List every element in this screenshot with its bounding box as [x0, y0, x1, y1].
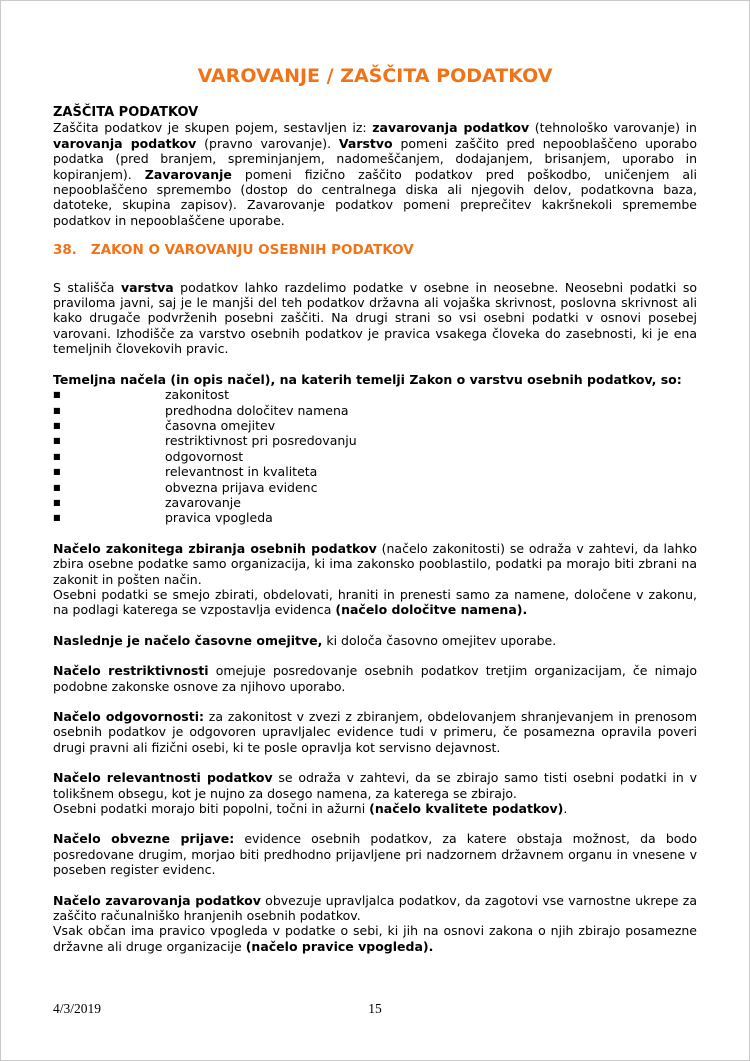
- text-segment: obvezuje upravljalca podatkov, da zagotovi vse varnostne ukrepe za zaščito računalniško hranjenih osebnih podatkov.: [53, 892, 698, 924]
- bullet-square-icon: ■: [53, 405, 61, 415]
- text-segment: omejuje posredovanje osebnih podatkov tretjim organizacijam, če nimajo podobne zakonske osnove za njihovo uporabo.: [53, 663, 697, 694]
- bullet-square-icon: ■: [53, 467, 61, 477]
- bullet-label: pravica vpogleda: [165, 510, 273, 526]
- list-item: [53, 433, 697, 448]
- text-segment: pomeni fizično zaščito podatkov pred poškodbo, uničenjem ali nepooblaščeno spremembo (dostop do centralnega diska ali njegovih delov, podatkovna baza, datoteke, skupina zapisov). Zavarovanje podatkov pomeni preprečitev kakršnekoli spremembe podatkov in nepooblaščene uporabe.: [53, 166, 698, 228]
- bullet-label: restriktivnost pri posredovanju: [165, 433, 357, 449]
- text-segment: Varstvo: [338, 135, 393, 151]
- text-segment: Načelo odgovornosti:: [53, 709, 204, 724]
- text-segment: .: [563, 801, 568, 817]
- bullet-label: odgovornost: [165, 448, 244, 464]
- text-segment: podatkov lahko razdelimo podatke v osebne in neosebne. Neosebni podatki so praviloma javni, saj je le manjši del teh podatkov državna ali vojaška skrivnost, poslovna skrivnost ali kako drugače podvrženih posebni zaščiti. Na drugi strani so vsi osebni podatki v osnovi posebej varovani. Izhodišče za varstvo osebnih podatkov je pravica vsakega človeka do zasebnosti, ki je ena temeljnih človekovih pravic.: [53, 279, 697, 357]
- text-segment: Vsak občan ima pravico vpogleda v podatke o sebi, ki jih na osnovi zakona o njih zbirajo posamezne državne ali druge organizacije: [53, 923, 697, 954]
- principles-intro: Temeljna načela (in opis načel), na katerih temelji Zakon o varstvu osebnih podatkov, so:: [53, 371, 682, 387]
- text-segment: Naslednje je načelo časovne omejitve,: [53, 632, 323, 648]
- text-segment: Načelo zavarovanja podatkov: [53, 892, 261, 908]
- list-item: [53, 464, 697, 479]
- page-footer: [53, 1001, 697, 1016]
- text-segment: Načelo restriktivnosti: [53, 663, 209, 679]
- bullet-square-icon: ■: [53, 482, 61, 492]
- text-segment: S stališča: [53, 279, 121, 295]
- list-item: [53, 510, 697, 525]
- text-segment: (načelo določitve namena).: [335, 602, 528, 618]
- bullet-label: predhodna določitev namena: [165, 402, 349, 418]
- bullet-square-icon: ■: [53, 513, 61, 523]
- footer-date: 4/3/2019: [53, 1001, 102, 1016]
- paragraph-zascita: [53, 120, 697, 228]
- bullet-square-icon: ■: [53, 390, 61, 400]
- bullet-label: obvezna prijava evidenc: [165, 479, 318, 495]
- paragraph-obvezna: [53, 831, 697, 877]
- text-segment: Zavarovanje: [144, 166, 232, 182]
- text-segment: evidence osebnih podatkov, za katere obstaja možnost, da bodo posredovane drugim, morjao biti predhodno prijavljene pri nadzornem državnem organu in vnesene v poseben register evidenc.: [53, 831, 697, 878]
- bullet-label: zavarovanje: [165, 494, 241, 510]
- bullet-square-icon: ■: [53, 451, 61, 461]
- list-item: [53, 403, 697, 418]
- bullet-label: časovna omejitev: [165, 417, 276, 433]
- list-item: [53, 449, 697, 464]
- section-heading-38: [53, 243, 697, 258]
- list-item: [53, 480, 697, 495]
- section-title: ZAKON O VAROVANJU OSEBNIH PODATKOV: [90, 242, 414, 259]
- text-segment: Osebni podatki se smejo zbirati, obdelovati, hraniti in prenesti samo za namene, določene v zakonu, na podlagi katerega se vzpostavlja evidenca: [53, 586, 697, 618]
- text-segment: (tehnološko varovanje) in: [529, 120, 697, 136]
- list-item: [53, 495, 697, 510]
- paragraph-relevantnost-1: [53, 770, 697, 801]
- text-segment: se odraža v zahtevi, da se zbirajo samo tisti osebni podatki in v tolikšnem obsegu, kot je nujno za dosego namena, za katerega se zbirajo.: [53, 770, 697, 801]
- text-segment: Načelo zakonitega zbiranja osebnih podatkov: [53, 540, 377, 556]
- text-segment: (načelo pravice vpogleda).: [245, 938, 434, 954]
- paragraph-zakonito-2: [53, 587, 697, 618]
- heading-zascita-podatkov: ZAŠČITA PODATKOV: [53, 105, 199, 120]
- paragraph-zakonito-1: [53, 541, 697, 587]
- paragraph-restriktivnost: [53, 663, 697, 694]
- paragraph-zavarovanje-2: [53, 923, 697, 954]
- text-segment: zavarovanja podatkov: [372, 120, 530, 136]
- paragraph-s38-intro: [53, 280, 697, 357]
- footer-page-number: 15: [368, 1001, 382, 1016]
- text-segment: Načelo relevantnosti podatkov: [53, 770, 273, 786]
- text-segment: (pravno varovanje).: [196, 135, 339, 151]
- text-segment: varovanja podatkov: [53, 135, 197, 151]
- text-segment: (načelo kvalitete podatkov): [369, 801, 564, 817]
- bullet-square-icon: ■: [53, 420, 61, 430]
- list-item: [53, 387, 697, 402]
- paragraph-relevantnost-2: [53, 801, 697, 816]
- text-segment: Zaščita podatkov je skupen pojem, sestavljen iz:: [53, 120, 373, 136]
- text-segment: ki določa časovno omejitev uporabe.: [322, 632, 557, 648]
- paragraph-zavarovanje-1: [53, 893, 697, 924]
- paragraph-casovna: [53, 633, 697, 648]
- principles-list: [53, 387, 697, 526]
- page-title: VAROVANJE / ZAŠČITA PODATKOV: [197, 65, 553, 87]
- list-item: [53, 418, 697, 433]
- text-segment: pomeni zaščito pred nepooblaščeno uporabo podatka (pred branjem, spreminjanjem, nadomeščanjem, dodajanjem, brisanjem, uporabo in kopiranjem).: [53, 135, 697, 182]
- section-number: 38.: [53, 242, 77, 259]
- bullet-square-icon: ■: [53, 497, 61, 507]
- text-segment: Osebni podatki morajo biti popolni, točni in ažurni: [53, 801, 370, 817]
- text-segment: Načelo obvezne prijave:: [53, 831, 235, 847]
- text-segment: za zakonitost v zvezi z zbiranjem, obdelovanjem shranjevanjem in prenosom osebnih podatkov je odgovoren upravljalec evidence tudi v primeru, če posamezna opravila poveri drugi pravni ali fizični osebi, ki te posle opravlja kot servisno dejavnost.: [53, 709, 697, 755]
- paragraph-odgovornost: [53, 709, 697, 755]
- text-segment: (načelo zakonitosti) se odraža v zahtevi, da lahko zbira osebne podatke samo organizacija, ki ima zakonsko pooblastilo, podatki pa morajo biti zbrani na zakonit in pošten način.: [53, 540, 697, 587]
- bullet-label: relevantnost in kvaliteta: [165, 464, 318, 480]
- text-segment: varstva: [120, 279, 174, 295]
- bullet-square-icon: ■: [53, 436, 61, 446]
- bullet-label: zakonitost: [165, 387, 230, 403]
